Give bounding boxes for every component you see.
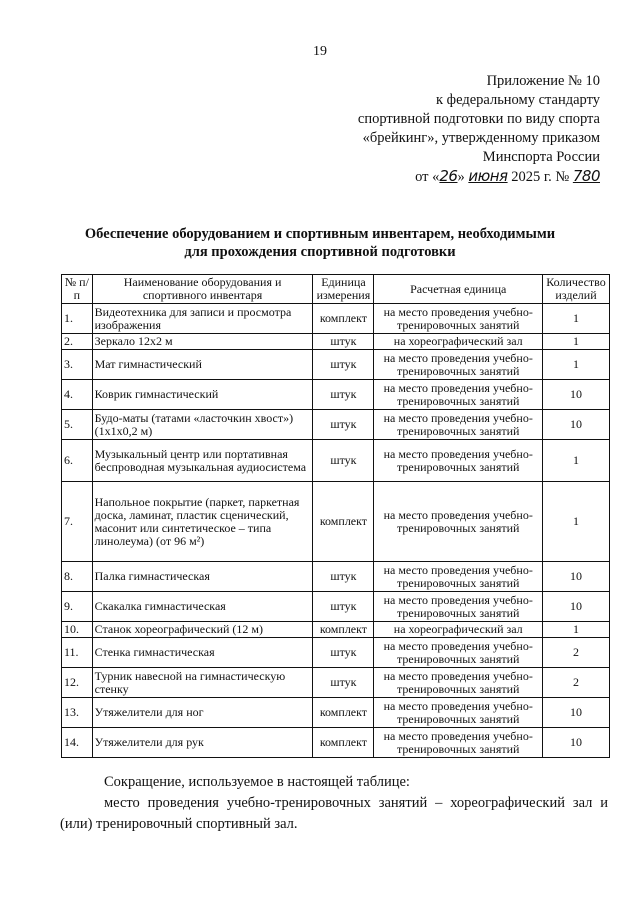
cell-num: 12. bbox=[62, 668, 93, 698]
table-row bbox=[62, 698, 610, 728]
cell-qty: 10 bbox=[543, 380, 610, 410]
date-year: 2025 г. № bbox=[511, 169, 570, 185]
cell-num: 9. bbox=[62, 592, 93, 622]
cell-name: Будо-маты (татами «ласточкин хвост») (1х1х0,2 м) bbox=[92, 410, 313, 440]
table-row bbox=[62, 622, 610, 638]
page-number: 19 bbox=[313, 44, 327, 59]
table-row bbox=[62, 380, 610, 410]
date-month: июня bbox=[468, 167, 508, 185]
table-header-row bbox=[62, 275, 610, 304]
cell-unit: комплект bbox=[313, 482, 374, 562]
title-line-1: Обеспечение оборудованием и спортивным инвентарем, необходимыми bbox=[84, 226, 556, 242]
order-date-line bbox=[310, 167, 600, 187]
cell-calc: на место проведения учебно-тренировочных занятий bbox=[374, 440, 543, 482]
cell-qty: 2 bbox=[543, 638, 610, 668]
cell-qty: 1 bbox=[543, 440, 610, 482]
cell-qty: 1 bbox=[543, 350, 610, 380]
cell-calc: на хореографический зал bbox=[374, 622, 543, 638]
document-title bbox=[0, 225, 640, 261]
cell-num: 10. bbox=[62, 622, 93, 638]
cell-qty: 10 bbox=[543, 698, 610, 728]
appendix-title: Приложение № 10 bbox=[486, 73, 600, 89]
cell-calc: на место проведения учебно-тренировочных занятий bbox=[374, 562, 543, 592]
cell-unit: комплект bbox=[313, 622, 374, 638]
cell-num: 3. bbox=[62, 350, 93, 380]
cell-calc: на место проведения учебно-тренировочных занятий bbox=[374, 380, 543, 410]
table-body bbox=[62, 304, 610, 758]
table-row bbox=[62, 668, 610, 698]
cell-name: Мат гимнастический bbox=[92, 350, 313, 380]
cell-name: Стенка гимнастическая bbox=[92, 638, 313, 668]
cell-name: Напольное покрытие (паркет, паркетная доска, ламинат, пластик сценический, масонит или синтетическое – типа линолеума) (от 96 м²) bbox=[92, 482, 313, 562]
cell-unit: штук bbox=[313, 440, 374, 482]
order-number: 780 bbox=[572, 167, 600, 185]
cell-unit: штук bbox=[313, 562, 374, 592]
table-row bbox=[62, 350, 610, 380]
cell-qty: 1 bbox=[543, 482, 610, 562]
table-row bbox=[62, 562, 610, 592]
table-row bbox=[62, 592, 610, 622]
cell-name: Коврик гимнастический bbox=[92, 380, 313, 410]
cell-name: Музыкальный центр или портативная беспроводная музыкальная аудиосистема bbox=[92, 440, 313, 482]
header-num: № п/п bbox=[62, 275, 93, 304]
cell-qty: 2 bbox=[543, 668, 610, 698]
cell-name: Видеотехника для записи и просмотра изображения bbox=[92, 304, 313, 334]
appendix-line: спортивной подготовки по виду спорта bbox=[357, 111, 600, 127]
notes-block bbox=[60, 772, 608, 835]
cell-qty: 10 bbox=[543, 728, 610, 758]
cell-name: Утяжелители для рук bbox=[92, 728, 313, 758]
cell-name: Станок хореографический (12 м) bbox=[92, 622, 313, 638]
cell-name: Палка гимнастическая bbox=[92, 562, 313, 592]
cell-unit: штук bbox=[313, 334, 374, 350]
cell-calc: на место проведения учебно-тренировочных занятий bbox=[374, 668, 543, 698]
cell-name: Скакалка гимнастическая bbox=[92, 592, 313, 622]
title-line-2: для прохождения спортивной подготовки bbox=[184, 244, 456, 260]
cell-calc: на место проведения учебно-тренировочных занятий bbox=[374, 698, 543, 728]
header-unit: Единица измерения bbox=[313, 275, 374, 304]
cell-calc: на место проведения учебно-тренировочных занятий bbox=[374, 410, 543, 440]
appendix-block bbox=[310, 72, 600, 187]
cell-num: 11. bbox=[62, 638, 93, 668]
cell-unit: комплект bbox=[313, 304, 374, 334]
cell-calc: на место проведения учебно-тренировочных занятий bbox=[374, 482, 543, 562]
date-prefix: от « bbox=[415, 169, 440, 185]
table-row bbox=[62, 482, 610, 562]
cell-qty: 1 bbox=[543, 622, 610, 638]
date-mid: » bbox=[457, 169, 469, 185]
table-row bbox=[62, 410, 610, 440]
cell-calc: на место проведения учебно-тренировочных занятий bbox=[374, 638, 543, 668]
table-row bbox=[62, 638, 610, 668]
cell-name: Утяжелители для ног bbox=[92, 698, 313, 728]
table-row bbox=[62, 728, 610, 758]
cell-num: 4. bbox=[62, 380, 93, 410]
cell-num: 2. bbox=[62, 334, 93, 350]
cell-qty: 10 bbox=[543, 410, 610, 440]
cell-num: 7. bbox=[62, 482, 93, 562]
table-row bbox=[62, 304, 610, 334]
header-qty: Количество изделий bbox=[543, 275, 610, 304]
cell-unit: штук bbox=[313, 350, 374, 380]
cell-num: 14. bbox=[62, 728, 93, 758]
cell-num: 6. bbox=[62, 440, 93, 482]
cell-unit: штук bbox=[313, 380, 374, 410]
cell-qty: 1 bbox=[543, 304, 610, 334]
date-day: 26 bbox=[439, 167, 458, 185]
cell-calc: на хореографический зал bbox=[374, 334, 543, 350]
cell-calc: на место проведения учебно-тренировочных занятий bbox=[374, 350, 543, 380]
cell-num: 5. bbox=[62, 410, 93, 440]
table-row bbox=[62, 334, 610, 350]
cell-unit: комплект bbox=[313, 698, 374, 728]
cell-calc: на место проведения учебно-тренировочных занятий bbox=[374, 304, 543, 334]
notes-heading: Сокращение, используемое в настоящей таблице: bbox=[104, 774, 410, 790]
cell-unit: штук bbox=[313, 592, 374, 622]
equipment-table bbox=[61, 274, 610, 758]
cell-unit: комплект bbox=[313, 728, 374, 758]
cell-unit: штук bbox=[313, 638, 374, 668]
cell-calc: на место проведения учебно-тренировочных занятий bbox=[374, 592, 543, 622]
cell-qty: 10 bbox=[543, 592, 610, 622]
header-name: Наименование оборудования и спортивного инвентаря bbox=[92, 275, 313, 304]
appendix-line: «брейкинг», утвержденному приказом bbox=[362, 130, 600, 146]
cell-name: Турник навесной на гимнастическую стенку bbox=[92, 668, 313, 698]
cell-unit: штук bbox=[313, 668, 374, 698]
cell-num: 8. bbox=[62, 562, 93, 592]
cell-num: 1. bbox=[62, 304, 93, 334]
appendix-line: к федеральному стандарту bbox=[436, 92, 600, 108]
table-row bbox=[62, 440, 610, 482]
header-calc: Расчетная единица bbox=[374, 275, 543, 304]
appendix-line: Минспорта России bbox=[482, 149, 600, 165]
cell-calc: на место проведения учебно-тренировочных занятий bbox=[374, 728, 543, 758]
cell-unit: штук bbox=[313, 410, 374, 440]
cell-name: Зеркало 12х2 м bbox=[92, 334, 313, 350]
cell-qty: 1 bbox=[543, 334, 610, 350]
cell-num: 13. bbox=[62, 698, 93, 728]
notes-text: место проведения учебно-тренировочных занятий – хореографический зал и (или) тренировочный спортивный зал. bbox=[60, 795, 608, 832]
cell-qty: 10 bbox=[543, 562, 610, 592]
